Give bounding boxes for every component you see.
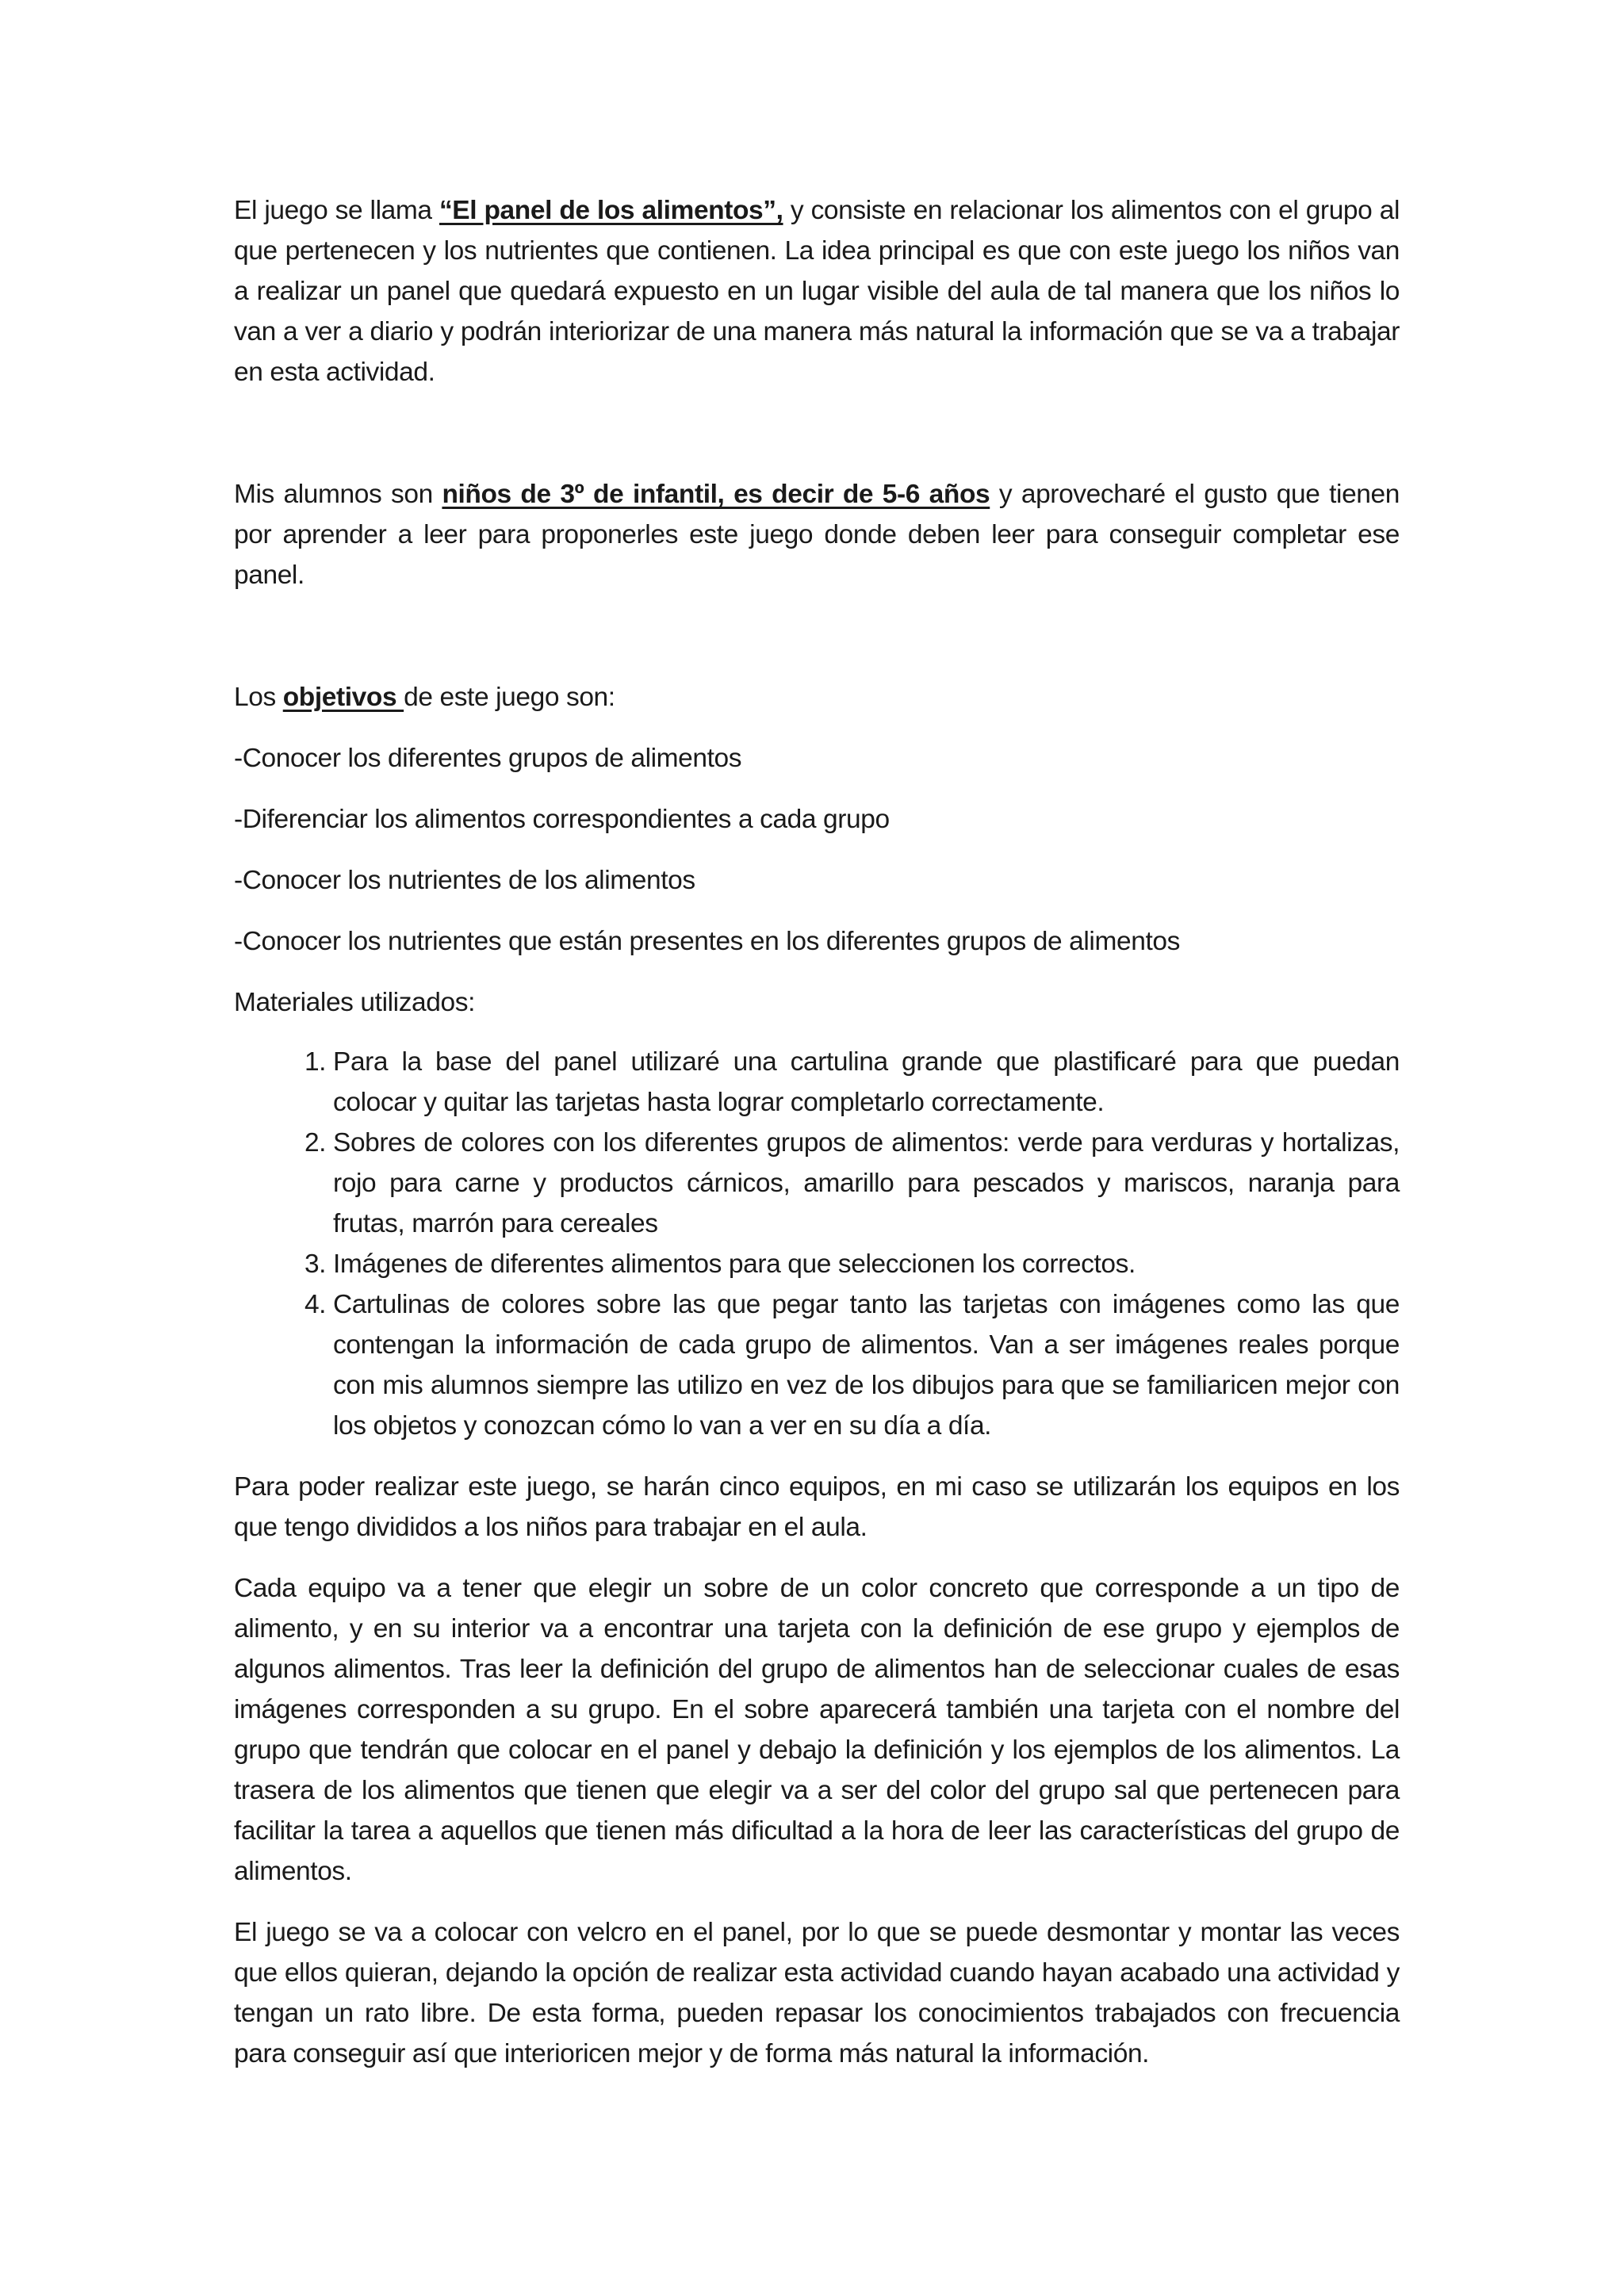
objective-item: -Conocer los nutrientes que están presentes en los diferentes grupos de alimentos	[234, 927, 1180, 956]
students-lead-text: Mis alumnos son	[234, 480, 442, 509]
game-title: “El panel de los alimentos”,	[439, 196, 783, 225]
intro-body-text: y consiste en relacionar los alimentos con el grupo al que pertenecen y los nutrientes que contienen. La idea principal es que con este juego los niños van a realizar un panel que quedará expuesto en un lugar visible del aula de tal manera que los niños lo van a ver a diario y podrán interiorizar de una manera más natural la información que se va a trabajar en esta actividad.	[234, 196, 1400, 387]
document-page	[234, 190, 1400, 2074]
objective-item: -Conocer los nutrientes de los alimentos	[234, 866, 695, 895]
intro-lead-text: El juego se llama	[234, 196, 439, 225]
objective-item: -Diferenciar los alimentos correspondientes a cada grupo	[234, 805, 890, 834]
objectives-intro	[234, 677, 1400, 718]
envelope-paragraph: Cada equipo va a tener que elegir un sobre de un color concreto que corresponde a un tipo de alimento, y en su interior va a encontrar una tarjeta con la definición de ese grupo y ejemplos de algunos alimentos. Tras leer la definición del grupo de alimentos han de seleccionar cuales de esas imágenes corresponden a su grupo. En el sobre aparecerá también una tarjeta con el nombre del grupo que tendrán que colocar en el panel y debajo la definición y los ejemplos de los alimentos. La trasera de los alimentos que tienen que elegir va a ser del color del grupo sal que pertenecen para facilitar la tarea a aquellos que tienen más dificultad a la hora de leer las características del grupo de alimentos.	[234, 1574, 1400, 1886]
velcro-paragraph: El juego se va a colocar con velcro en el panel, por lo que se puede desmontar y montar las veces que ellos quieran, dejando la opción de realizar esta actividad cuando hayan acabado una actividad y tengan un rato libre. De esta forma, pueden repasar los conocimientos trabajados con frecuencia para conseguir así que interioricen mejor y de forma más natural la información.	[234, 1918, 1400, 2068]
materials-list-item: 1. Para la base del panel utilizaré una cartulina grande que plastificaré para que puedan colocar y quitar las tarjetas hasta lograr completarlo correctamente.	[333, 1042, 1400, 1123]
materials-heading: Materiales utilizados:	[234, 988, 476, 1017]
students-paragraph	[234, 474, 1400, 595]
intro-paragraph	[234, 190, 1400, 392]
teams-paragraph: Para poder realizar este juego, se harán cinco equipos, en mi caso se utilizarán los equipos en los que tengo divididos a los niños para trabajar en el aula.	[234, 1472, 1400, 1542]
objectives-keyword: objetivos	[282, 683, 404, 712]
materials-list-item: 2. Sobres de colores con los diferentes grupos de alimentos: verde para verduras y hortalizas, rojo para carne y productos cárnicos, amarillo para pescados y mariscos, naranja para frutas, marrón para cereales	[333, 1123, 1400, 1244]
objective-item: -Conocer los diferentes grupos de alimentos	[234, 744, 742, 773]
objectives-tail-text: de este juego son:	[404, 683, 615, 712]
objectives-lead-text: Los	[234, 683, 283, 712]
materials-list-item: 4. Cartulinas de colores sobre las que pegar tanto las tarjetas con imágenes como las que contengan la información de cada grupo de alimentos. Van a ser imágenes reales porque con mis alumnos siempre las utilizo en vez de los dibujos para que se familiaricen mejor con los objetos y conozcan cómo lo van a ver en su día a día.	[333, 1284, 1400, 1446]
materials-list-item: 3. Imágenes de diferentes alimentos para que seleccionen los correctos.	[333, 1244, 1400, 1284]
students-body-text: y aprovecharé el gusto que tienen por aprender a leer para proponerles este juego donde deben leer para conseguir completar ese panel.	[234, 480, 1400, 590]
materials-list	[234, 1042, 1400, 1446]
students-age-highlight: niños de 3º de infantil, es decir de 5-6 años	[442, 480, 990, 509]
